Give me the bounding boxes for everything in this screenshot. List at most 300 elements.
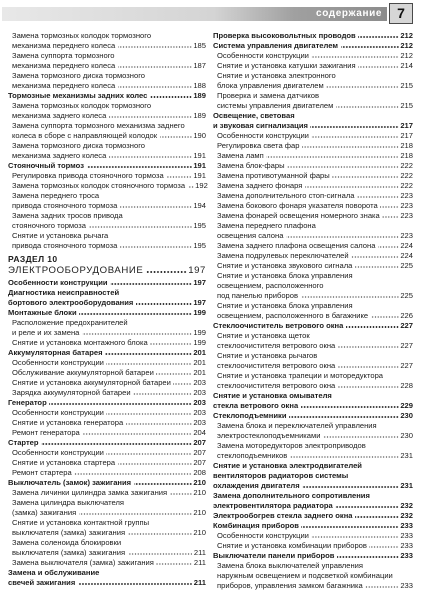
entry-line [213, 71, 413, 81]
entry-text: Замена соленоида блокировки [12, 538, 122, 547]
toc-entry [213, 531, 413, 541]
header-band [2, 7, 387, 21]
toc-group [213, 111, 413, 321]
entry-text: Снятие и установка электродвигателей [213, 461, 362, 470]
toc-heading [213, 31, 413, 41]
page-number: 199 [193, 308, 206, 317]
dot-leader [79, 513, 192, 515]
entry-text: выключателя (замка) зажигания [12, 548, 126, 557]
entry-text: механизма переднего колеса [12, 41, 116, 50]
dot-leader [371, 316, 399, 318]
entry-text: Снятие и установка щеток [217, 331, 310, 340]
page-number: 199 [193, 338, 206, 347]
dot-leader [311, 536, 398, 538]
entry-line [213, 261, 413, 271]
entry-line [8, 111, 206, 121]
dot-leader [170, 493, 192, 495]
toc-entry [213, 221, 413, 241]
page-number: 233 [400, 551, 413, 560]
entry-text: Замена суппорта тормозного механизма заднего [12, 121, 185, 130]
dot-leader [338, 386, 399, 388]
toc-entry [8, 468, 206, 478]
entry-line [8, 71, 206, 81]
page-number: 210 [193, 488, 206, 497]
entry-text: Замена ламп [217, 151, 264, 160]
entry-line [213, 441, 413, 451]
entry-line [213, 111, 413, 121]
entry-line [213, 311, 413, 321]
toc-heading [213, 321, 413, 331]
entry-text: освещением, расположенного [217, 281, 324, 290]
toc-entry [213, 131, 413, 141]
dot-leader [150, 96, 192, 98]
entry-text: Особенности конструкции [217, 51, 309, 60]
page-number: 203 [193, 408, 206, 417]
dot-leader [188, 186, 194, 188]
toc-entry [8, 141, 206, 161]
page-number: 231 [400, 481, 413, 490]
toc-entry [8, 408, 206, 418]
entry-line [213, 51, 413, 61]
entry-text: Регулировка привода стояночного тормоза [12, 171, 164, 180]
entry-line [213, 511, 413, 521]
dot-leader [337, 556, 399, 558]
entry-text: Расположение предохранителей [12, 318, 128, 327]
entry-text: бортового электрооборудования [8, 298, 134, 307]
toc-entry [8, 231, 206, 251]
toc-heading [213, 111, 413, 131]
page-number: 211 [193, 548, 206, 557]
page-number: 233 [400, 541, 413, 550]
entry-line [8, 368, 206, 378]
toc-entry [8, 558, 206, 568]
toc-heading [213, 461, 413, 491]
entry-text: Снятие и установка стартера [12, 458, 116, 467]
toc-entry [213, 421, 413, 441]
entry-text: Замена тормозных колодок тормозного [12, 31, 152, 40]
entry-line [213, 551, 413, 561]
page-number: 227 [400, 361, 413, 370]
entry-text: Замена блока и переключателей управления [217, 421, 377, 430]
entry-line [8, 448, 206, 458]
toc-group [213, 511, 413, 521]
page-number: 222 [400, 171, 413, 180]
entry-line [213, 371, 413, 381]
dot-leader [41, 443, 192, 445]
dot-leader [109, 116, 192, 118]
page-number: 190 [193, 131, 206, 140]
entry-line [8, 568, 206, 578]
page-number: 199 [193, 328, 206, 337]
page-number: 211 [193, 578, 206, 587]
toc-heading [8, 478, 206, 488]
toc-entry [8, 418, 206, 428]
entry-text: механизма заднего колеса [12, 151, 107, 160]
toc-entry [8, 498, 206, 518]
entry-line [8, 548, 206, 558]
page-number: 203 [193, 418, 206, 427]
entry-text: Замена заднего фонаря [217, 181, 303, 190]
toc-entry [213, 91, 413, 111]
dot-leader [74, 473, 192, 475]
entry-text: и звуковая сигнализация [213, 121, 308, 130]
page-number: 223 [400, 231, 413, 240]
dot-leader [110, 283, 192, 285]
entry-line [213, 151, 413, 161]
entry-text: блока управления двигателем [217, 81, 324, 90]
page-number: 203 [193, 378, 206, 387]
page-number: 231 [400, 451, 413, 460]
entry-line [213, 271, 413, 281]
toc-group [8, 478, 206, 568]
entry-text: Регулировка света фар [217, 141, 300, 150]
toc-heading [8, 308, 206, 318]
entry-line [8, 408, 206, 418]
toc-group [213, 31, 413, 41]
toc-group [213, 41, 413, 111]
entry-line [8, 488, 206, 498]
entry-text: стеклоподъемников [217, 451, 288, 460]
page-number: 223 [400, 201, 413, 210]
page-number: 201 [193, 368, 206, 377]
entry-text: Снятие и установка блока управления [217, 271, 353, 280]
entry-text: Замена заднего плафона освещения салона [217, 241, 376, 250]
page-number: 230 [400, 411, 413, 420]
page-number: 188 [193, 81, 206, 90]
entry-line [8, 121, 206, 131]
toc-entry [213, 141, 413, 151]
entry-text: Снятие и установка рычага [12, 231, 109, 240]
entry-text: охлаждения двигателя [213, 481, 300, 490]
entry-line [8, 288, 206, 298]
page-number-box: 7 [389, 3, 413, 24]
dot-leader [301, 296, 399, 298]
toc-heading [8, 438, 206, 448]
entry-text: Генератор [8, 398, 47, 407]
dot-leader [301, 406, 399, 408]
dot-leader [358, 36, 399, 38]
dot-leader [355, 516, 399, 518]
toc-entry [8, 318, 206, 338]
toc-heading [213, 391, 413, 411]
entry-text: Замена противотуманной фары [217, 171, 330, 180]
entry-line [8, 81, 206, 91]
dot-leader [120, 246, 192, 248]
page-number: 207 [193, 448, 206, 457]
toc-heading [213, 491, 413, 511]
entry-line [213, 451, 413, 461]
entry-text: Замена и обслуживание [8, 568, 100, 577]
page-number: 197 [188, 265, 206, 276]
dot-leader [382, 216, 399, 218]
toc-entry [213, 181, 413, 191]
toc-entry [8, 458, 206, 468]
entry-line [8, 428, 206, 438]
entry-line [213, 41, 413, 51]
entry-text: Замена личинки цилиндра замка зажигания [12, 488, 168, 497]
dot-leader [106, 413, 191, 415]
dot-leader [336, 106, 399, 108]
entry-line [8, 51, 206, 61]
entry-line [213, 251, 413, 261]
toc-entry [213, 51, 413, 61]
page-number: 232 [400, 511, 413, 520]
page-number: 225 [400, 261, 413, 270]
toc-entry [8, 171, 206, 181]
dot-leader [156, 373, 191, 375]
entry-text: Особенности конструкции [217, 531, 309, 540]
entry-line [8, 438, 206, 448]
contents-label: содержание [316, 8, 382, 19]
entry-line [213, 581, 413, 591]
entry-line [213, 541, 413, 551]
entry-line [8, 131, 206, 141]
entry-line [213, 161, 413, 171]
page-number: 212 [400, 31, 413, 40]
entry-line [213, 61, 413, 71]
entry-text: механизма переднего колеса [12, 61, 116, 70]
entry-text: Снятие и установка аккумуляторной батареи [12, 378, 171, 387]
entry-line [213, 231, 413, 241]
toc-group [213, 551, 413, 591]
entry-text: механизма переднего колеса [12, 81, 116, 90]
toc-entry [8, 358, 206, 368]
entry-text: (замка) зажигания [12, 508, 77, 517]
entry-text: Снятие и установка контактной группы [12, 518, 150, 527]
entry-line [8, 308, 206, 318]
toc-heading [213, 551, 413, 561]
chapter-title: ЭЛЕКТРООБОРУДОВАНИЕ [8, 265, 144, 276]
dot-leader [302, 146, 399, 148]
page-number: 194 [193, 201, 206, 210]
page-number: 227 [400, 341, 413, 350]
entry-line [213, 31, 413, 41]
entry-text: стеклоочистителя ветрового окна [217, 341, 336, 350]
entry-text: Снятие и установка рычагов [217, 351, 318, 360]
toc-heading [8, 91, 206, 101]
toc-group [8, 348, 206, 398]
entry-line [8, 338, 206, 348]
page-number: 223 [400, 211, 413, 220]
dot-leader [120, 206, 192, 208]
entry-text: Замена фонарей освещения номерного знака [217, 211, 380, 220]
dot-leader [105, 353, 192, 355]
toc-heading [213, 521, 413, 531]
entry-text: Стартер [8, 438, 39, 447]
entry-line [213, 201, 413, 211]
toc-list [8, 31, 206, 251]
page-number: 226 [400, 311, 413, 320]
entry-line [213, 361, 413, 371]
toc-group [8, 91, 206, 161]
entry-text: Стеклоподъемники [213, 411, 287, 420]
page-number: 191 [193, 151, 206, 160]
dot-leader [82, 433, 192, 435]
entry-text: Выключатели панели приборов [213, 551, 335, 560]
entry-line [213, 391, 413, 401]
entry-text: электровентилятора радиатора [213, 501, 333, 510]
entry-text: Тормозные механизмы задних колес [8, 91, 148, 100]
page-number: 197 [193, 278, 206, 287]
page-number: 218 [400, 141, 413, 150]
toc-entry [213, 351, 413, 371]
entry-line [213, 531, 413, 541]
toc-group [213, 411, 413, 461]
entry-text: вентиляторов радиаторов системы [213, 471, 349, 480]
entry-line [8, 41, 206, 51]
dot-leader [286, 236, 399, 238]
dot-leader [106, 363, 191, 365]
entry-text: Замена бокового фонаря указателя поворота [217, 201, 378, 210]
dot-leader [380, 206, 399, 208]
dot-leader [346, 326, 399, 328]
page-number: 214 [400, 61, 413, 70]
toc-entry [213, 241, 413, 251]
entry-line [8, 538, 206, 548]
entry-line [213, 101, 413, 111]
toc-entry [213, 71, 413, 91]
dot-leader [118, 46, 192, 48]
entry-text: наружным освещением и подсветкой комбинации [217, 571, 393, 580]
toc-entry [213, 541, 413, 551]
page-number: 230 [400, 431, 413, 440]
dot-leader [160, 136, 192, 138]
page-number: 207 [193, 458, 206, 467]
entry-text: Электрообогрев стекла заднего окна [213, 511, 353, 520]
page-number: 224 [400, 251, 413, 260]
entry-text: стояночного тормоза [12, 221, 86, 230]
dot-leader [156, 563, 192, 565]
entry-line [213, 131, 413, 141]
entry-text: Ремонт генератора [12, 428, 80, 437]
chapter-divider [8, 254, 206, 277]
entry-text: Замена задних тросов привода [12, 211, 123, 220]
entry-text: Замена суппорта тормозного [12, 51, 115, 60]
page-number: 189 [193, 91, 206, 100]
page-number: 189 [193, 111, 206, 120]
page-number: 224 [400, 241, 413, 250]
entry-line [213, 81, 413, 91]
toc-group [8, 438, 206, 478]
toc-entry [8, 378, 206, 388]
entry-line [8, 498, 206, 508]
entry-line [213, 561, 413, 571]
entry-line [213, 221, 413, 231]
entry-line [213, 481, 413, 491]
entry-line [8, 31, 206, 41]
entry-text: Замена тормозного диска тормозного [12, 141, 146, 150]
entry-line [213, 571, 413, 581]
toc-column-left [8, 31, 206, 588]
toc-group [213, 321, 413, 391]
entry-line [8, 191, 206, 201]
entry-text: свечей зажигания [8, 578, 76, 587]
entry-text: Освещение, световая [213, 111, 295, 120]
entry-text: Снятие и установка монтажного блока [12, 338, 148, 347]
entry-line [213, 521, 413, 531]
toc-list [213, 31, 413, 591]
page-number: 215 [400, 81, 413, 90]
toc-group [8, 288, 206, 308]
entry-line [8, 388, 206, 398]
toc-entry [8, 31, 206, 51]
entry-text: колеса в сборе с направляющей колодок [12, 131, 158, 140]
entry-line [8, 558, 206, 568]
dot-leader [266, 156, 399, 158]
page-number: 212 [400, 41, 413, 50]
entry-line [8, 298, 206, 308]
toc-group [8, 568, 206, 588]
toc-entry [213, 161, 413, 171]
dot-leader [79, 313, 192, 315]
entry-line [8, 478, 206, 488]
entry-line [213, 411, 413, 421]
entry-line [8, 91, 206, 101]
page-number: 201 [193, 358, 206, 367]
entry-line [213, 181, 413, 191]
chapter-number: РАЗДЕЛ 10 [8, 254, 58, 264]
page-number: 204 [193, 428, 206, 437]
toc-entry [213, 271, 413, 301]
entry-text: выключателя (замка) зажигания [12, 528, 126, 537]
toc-entry [8, 518, 206, 538]
entry-text: Замена цилиндра выключателя [12, 498, 125, 507]
dot-leader [302, 486, 399, 488]
entry-text: под панелью приборов [217, 291, 299, 300]
dot-leader [173, 383, 191, 385]
entry-text: стеклоочистителя ветрового окна [217, 361, 336, 370]
entry-text: привода стояночного тормоза [12, 241, 118, 250]
toc-heading [213, 511, 413, 521]
toc-group [8, 278, 206, 288]
dot-leader [106, 453, 191, 455]
dot-leader [311, 56, 398, 58]
entry-line [8, 348, 206, 358]
dot-leader [301, 526, 398, 528]
page-number: 217 [400, 131, 413, 140]
entry-line [213, 241, 413, 251]
page-number: 185 [193, 41, 206, 50]
dot-leader [49, 403, 192, 405]
toc-entry [213, 201, 413, 211]
toc-group [8, 308, 206, 348]
dot-leader [133, 393, 192, 395]
entry-text: Выключатель (замок) зажигания [8, 478, 132, 487]
dot-leader [109, 156, 192, 158]
entry-text: Замена дополнительного сопротивления [213, 491, 370, 500]
toc-heading [213, 41, 413, 51]
toc-entry [213, 371, 413, 391]
toc-group [8, 398, 206, 438]
page-number: 191 [193, 161, 206, 170]
page-number: 228 [400, 381, 413, 390]
entry-text: Монтажные блоки [8, 308, 77, 317]
page-number: 222 [400, 181, 413, 190]
dot-leader [338, 366, 399, 368]
dot-leader [78, 583, 192, 585]
toc-entry [213, 561, 413, 591]
toc-entry [213, 171, 413, 181]
entry-text: механизма заднего колеса [12, 111, 107, 120]
entry-text: Особенности конструкции [8, 278, 108, 287]
page-number: 201 [193, 348, 206, 357]
dot-leader [128, 533, 192, 535]
dot-leader [128, 553, 193, 555]
entry-line [8, 518, 206, 528]
entry-text: Стояночный тормоз [8, 161, 84, 170]
toc-heading [8, 348, 206, 358]
toc-group [8, 31, 206, 91]
